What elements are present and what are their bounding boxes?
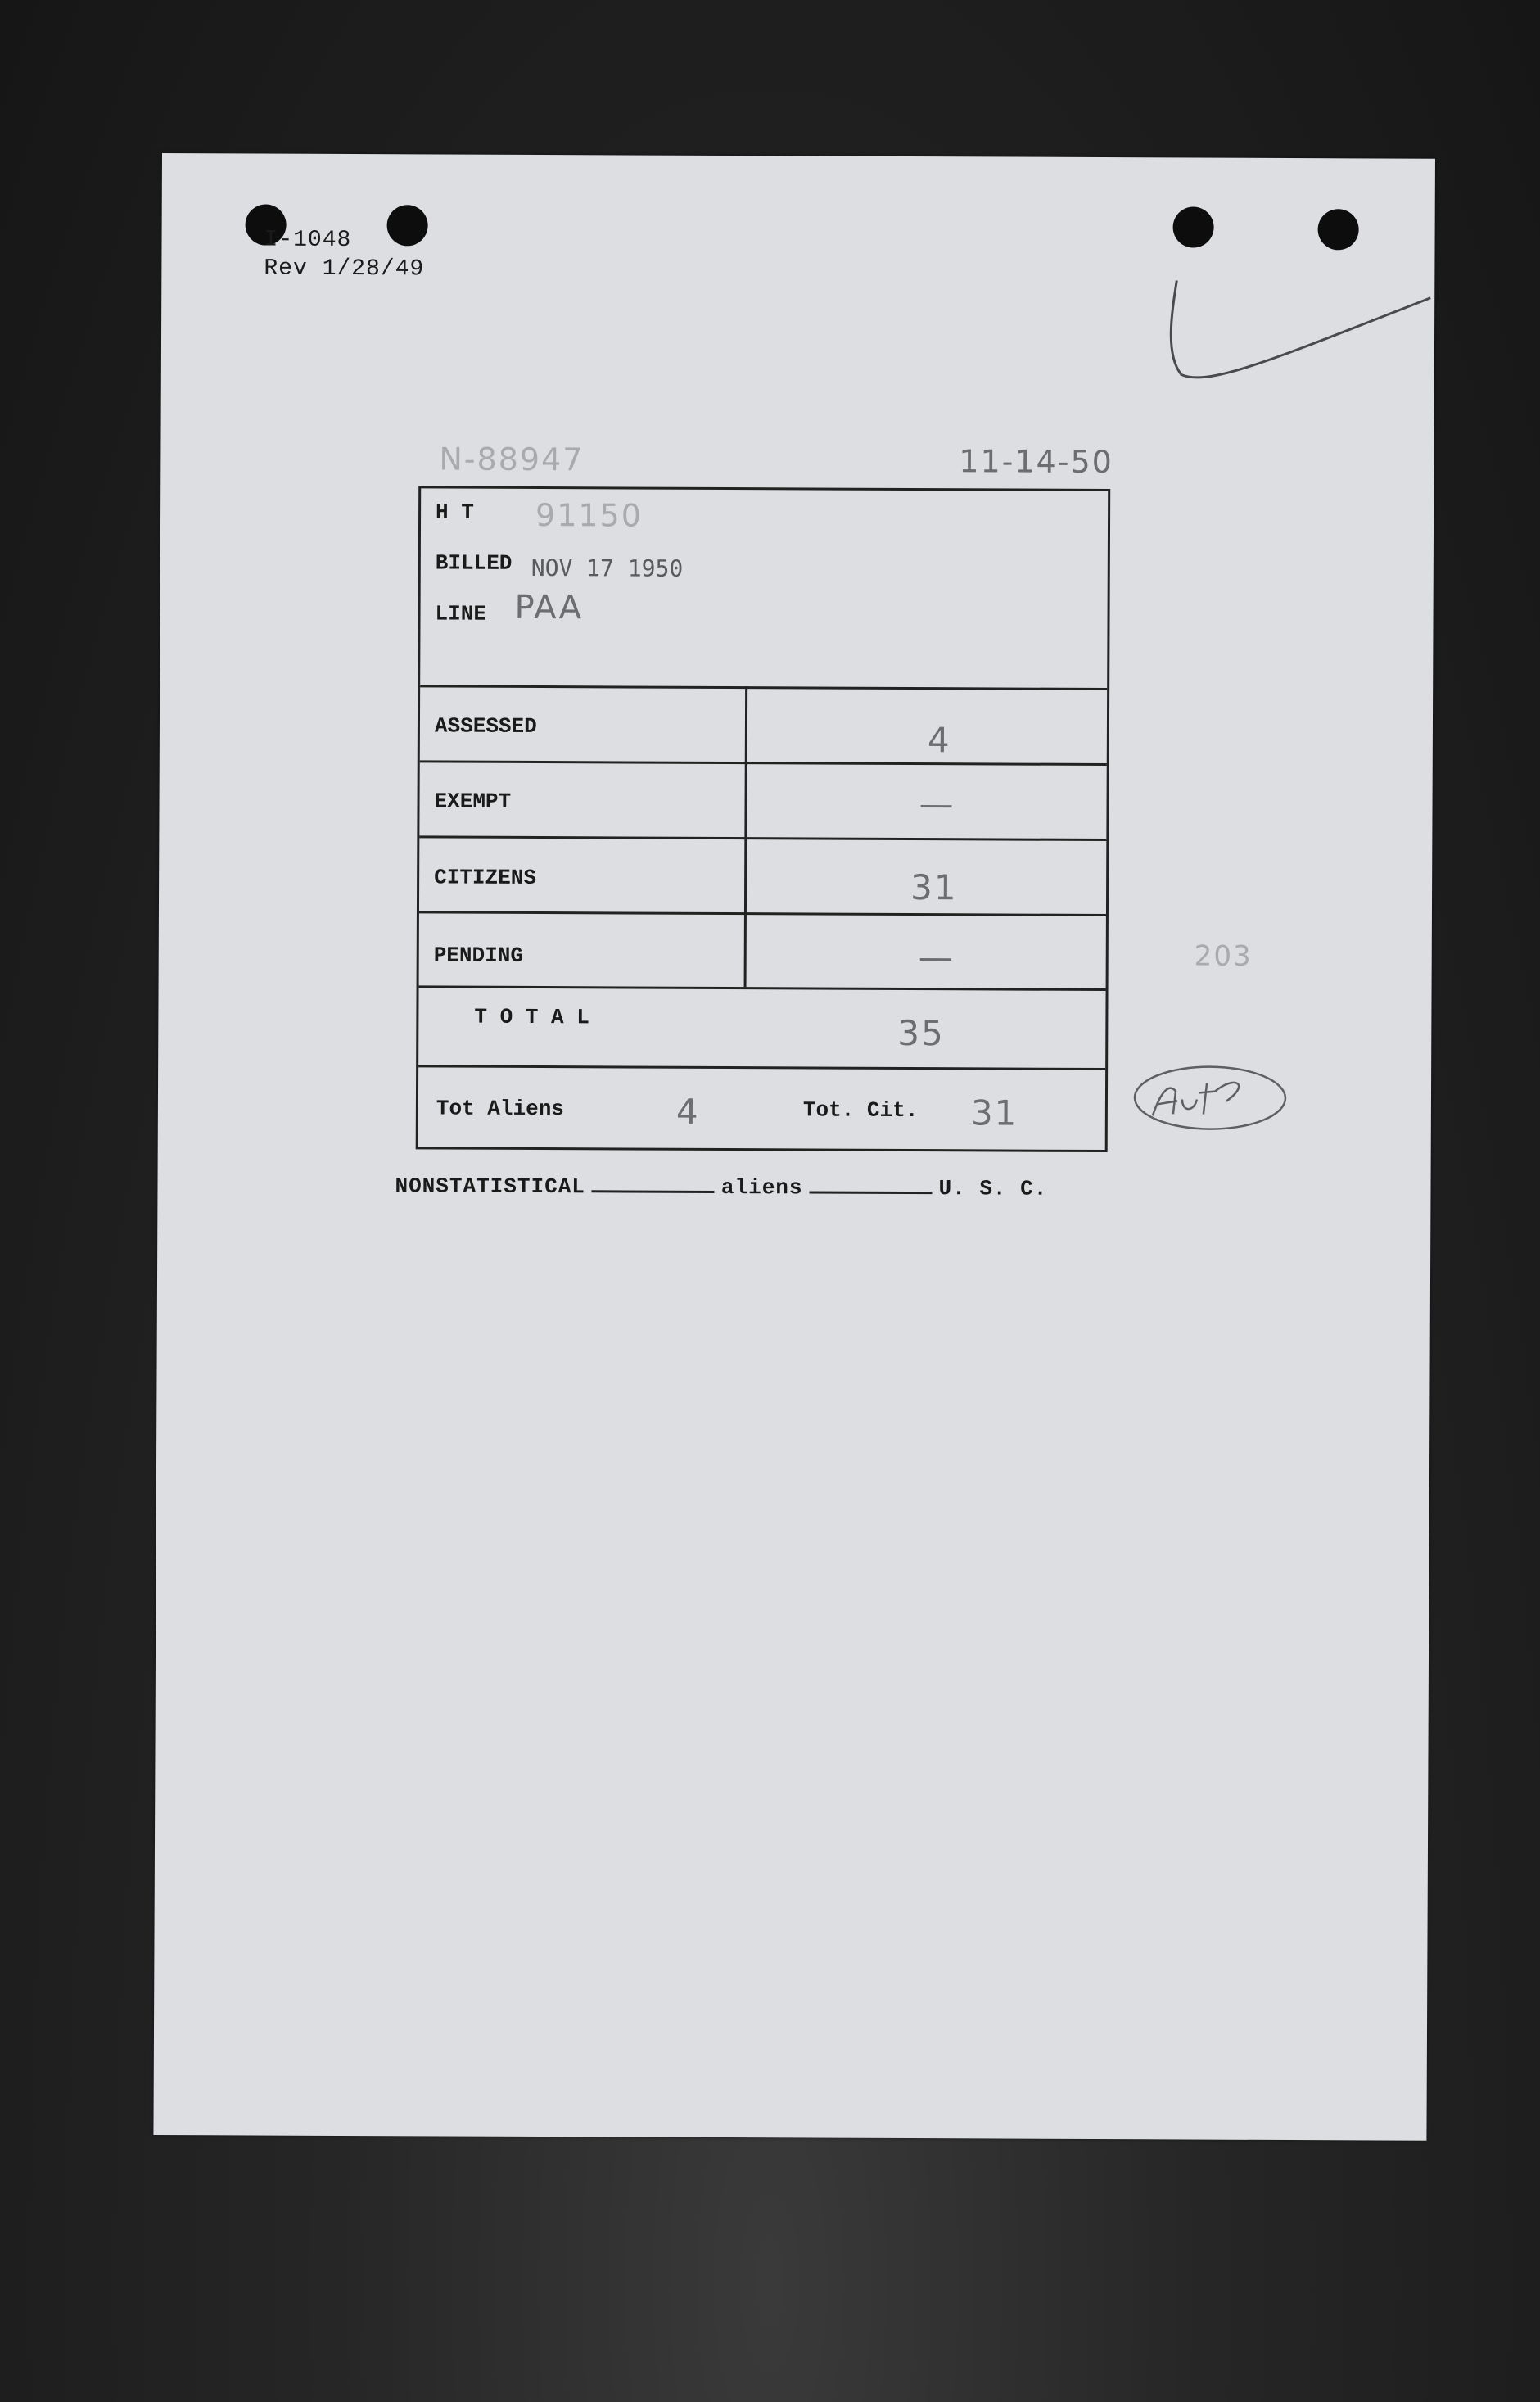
divider <box>419 835 1106 841</box>
handwritten-date: 11-14-50 <box>959 443 1113 481</box>
tot-aliens-value: 4 <box>675 1091 700 1132</box>
line-label: LINE <box>435 601 487 627</box>
tot-cit-value: 31 <box>970 1092 1018 1133</box>
divider <box>420 685 1107 690</box>
nonstatistical-label: NONSTATISTICAL <box>395 1174 586 1200</box>
punch-hole <box>1317 209 1358 250</box>
nonstatistical-line <box>395 1174 1047 1201</box>
usc-blank <box>810 1191 933 1194</box>
ht-value: 91150 <box>535 496 644 534</box>
initials-signature-icon <box>1128 1058 1292 1149</box>
exempt-label: EXEMPT <box>434 789 512 814</box>
citizens-value: 31 <box>910 866 958 908</box>
divider <box>419 911 1106 916</box>
aliens-label: aliens <box>720 1174 803 1201</box>
exempt-value: — <box>919 784 955 825</box>
punch-hole <box>1173 206 1214 247</box>
pending-label: PENDING <box>433 943 524 968</box>
citizens-label: CITIZENS <box>434 865 537 891</box>
nonstatistical-blank <box>592 1190 715 1193</box>
manifest-tally-box <box>416 486 1111 1152</box>
margin-note: 203 <box>1194 939 1253 973</box>
checkmark-icon <box>1160 280 1439 412</box>
form-revision: Rev 1/28/49 <box>264 256 425 283</box>
form-code: I-1048 <box>264 227 352 254</box>
file-number: N-88947 <box>439 441 585 478</box>
divider <box>420 760 1107 766</box>
divider <box>419 985 1106 991</box>
assessed-label: ASSESSED <box>434 713 537 740</box>
pending-value: — <box>918 937 955 978</box>
billed-label: BILLED <box>435 550 513 576</box>
ht-label: H T <box>436 500 474 525</box>
line-value: PAA <box>514 588 584 627</box>
usc-label: U. S. C. <box>938 1176 1048 1201</box>
total-label: T O T A L <box>474 1004 589 1030</box>
punch-hole <box>387 205 428 246</box>
billed-date-stamp: NOV 17 1950 <box>531 554 684 582</box>
document-page <box>153 153 1435 2141</box>
assessed-value: 4 <box>927 720 951 761</box>
tot-aliens-label: Tot Aliens <box>436 1096 565 1122</box>
tot-cit-label: Tot. Cit. <box>802 1097 919 1124</box>
divider <box>418 1065 1105 1070</box>
total-value: 35 <box>897 1012 945 1054</box>
